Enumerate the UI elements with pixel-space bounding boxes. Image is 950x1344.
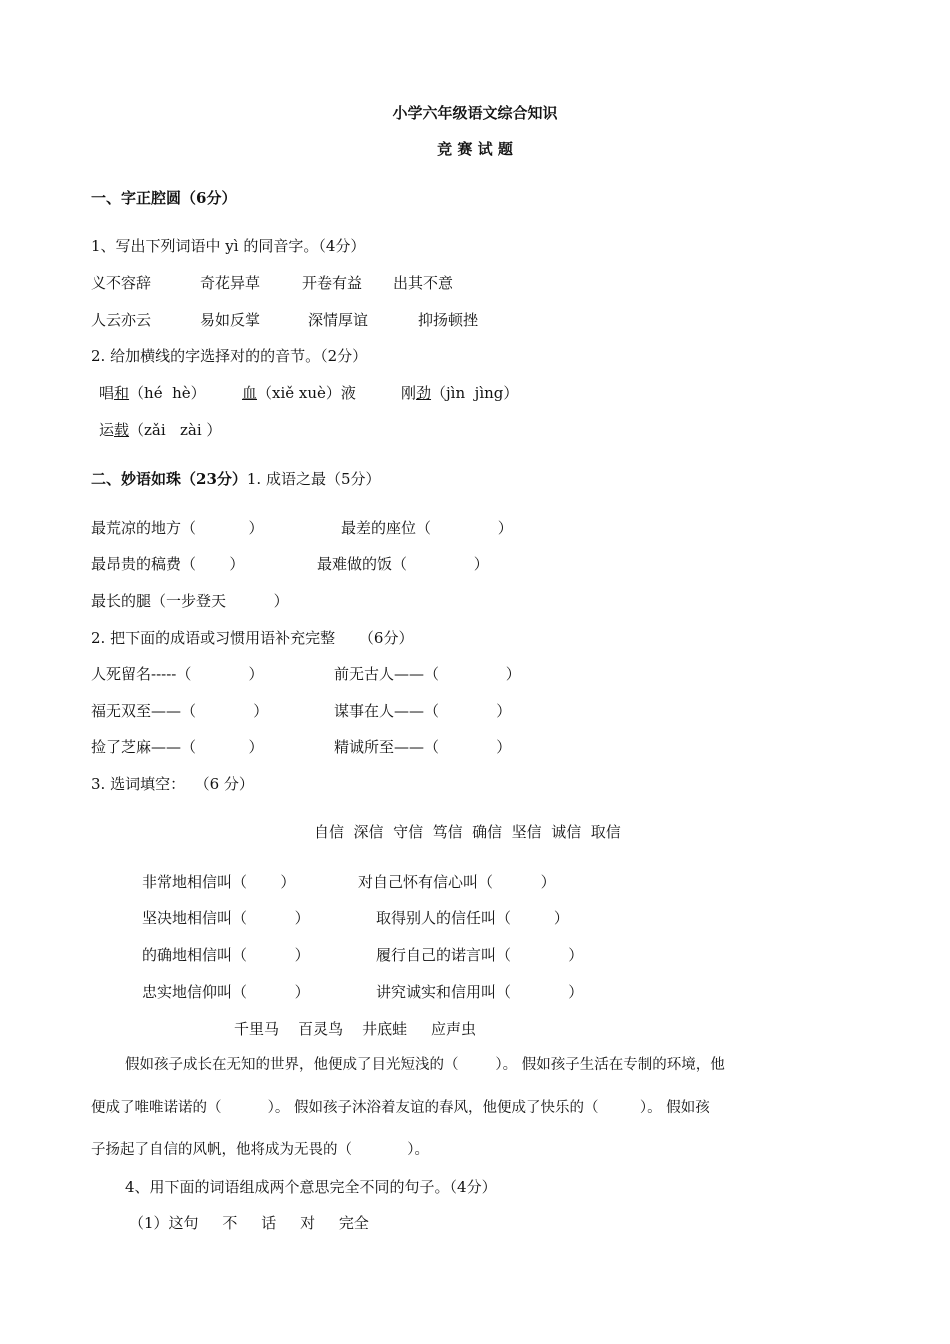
s2-q1-item: 最昂贵的稿费（ ） bbox=[91, 555, 245, 573]
s1-q2-item-2: 血（xiě xuè）液 bbox=[242, 384, 356, 402]
s2-q2-item: 谋事在人——（ ） bbox=[334, 702, 512, 720]
s1-q1-word: 出其不意 bbox=[393, 274, 454, 292]
s2-q3-item: 忠实地信仰叫（ ） bbox=[142, 983, 310, 1001]
s2-q3-item: 讲究诚实和信用叫（ ） bbox=[376, 983, 584, 1001]
s2-q3-item: 的确地相信叫（ ） bbox=[142, 946, 310, 964]
s1-q1-word: 奇花异草 bbox=[200, 274, 261, 292]
s2-q1-item: 最长的腿（一步登天 ） bbox=[91, 592, 289, 610]
section2-heading-line: 二、妙语如珠（23分）1. 成语之最（5分） bbox=[91, 470, 381, 488]
s1-q2-item-4: 运载（zǎi zài ） bbox=[99, 421, 222, 439]
s2-q3-item: 对自己怀有信心叫（ ） bbox=[358, 873, 556, 891]
page-subtitle: 竞 赛 试 题 bbox=[437, 140, 513, 158]
s1-q2-item-1: 唱和（hé hè） bbox=[99, 384, 206, 402]
s2-q2-prompt: 2. 把下面的成语或习惯用语补充完整 （6分） bbox=[91, 629, 414, 647]
s2-q3-item: 非常地相信叫（ ） bbox=[142, 873, 296, 891]
s1-q2-item-3: 刚劲（jìn jìng） bbox=[401, 384, 519, 402]
s2-q3-word-bank: 自信 深信 守信 笃信 确信 坚信 诚信 取信 bbox=[314, 823, 621, 841]
s1-q1-word: 抑扬顿挫 bbox=[418, 311, 479, 329]
s2-q3b-paragraph-line: 子扬起了自信的风帆，他将成为无畏的（ ）。 bbox=[91, 1142, 430, 1158]
s2-q1-item: 最荒凉的地方（ ） bbox=[91, 519, 264, 537]
s2-q4-prompt: 4、用下面的词语组成两个意思完全不同的句子。（4分） bbox=[125, 1178, 497, 1196]
section1-heading: 一、字正腔圆（6分） bbox=[91, 189, 237, 207]
s2-q2-item: 人死留名-----（ ） bbox=[91, 665, 264, 683]
s1-q1-word: 义不容辞 bbox=[91, 274, 152, 292]
s1-q2-prompt: 2. 给加横线的字选择对的的音节。（2分） bbox=[91, 347, 368, 365]
page-title: 小学六年级语文综合知识 bbox=[392, 104, 558, 122]
s2-q1-item: 最差的座位（ ） bbox=[341, 519, 513, 537]
s2-q2-item: 福无双至——（ ） bbox=[91, 702, 269, 720]
s1-q1-word: 深情厚谊 bbox=[308, 311, 369, 329]
s2-q2-item: 精诚所至——（ ） bbox=[334, 738, 512, 756]
s2-q3b-word-bank: 千里马 百灵鸟 井底蛙 应声虫 bbox=[234, 1020, 476, 1038]
s1-q1-prompt: 1、写出下列词语中 yì 的同音字。（4分） bbox=[91, 237, 366, 255]
s1-q1-word: 人云亦云 bbox=[91, 311, 152, 329]
s2-q2-item: 捡了芝麻——（ ） bbox=[91, 738, 264, 756]
s2-q2-item: 前无古人——（ ） bbox=[334, 665, 521, 683]
s2-q3b-paragraph-line: 假如孩子成长在无知的世界，他便成了目光短浅的（ ）。 假如孩子生活在专制的环境，他 bbox=[125, 1057, 725, 1073]
s2-q3-item: 履行自己的诺言叫（ ） bbox=[376, 946, 584, 964]
s2-q3-item: 坚决地相信叫（ ） bbox=[142, 909, 310, 927]
s2-q4-item-1: （1）这句 不 话 对 完全 bbox=[129, 1214, 369, 1232]
s2-q3b-paragraph-line: 便成了唯唯诺诺的（ ）。 假如孩子沐浴着友谊的春风，他便成了快乐的（ ）。 假如孩 bbox=[91, 1100, 710, 1116]
s2-q1-item: 最难做的饭（ ） bbox=[317, 555, 489, 573]
s2-q3-prompt: 3. 选词填空： （6 分） bbox=[91, 775, 254, 793]
s1-q1-word: 易如反掌 bbox=[200, 311, 261, 329]
s1-q1-word: 开卷有益 bbox=[302, 274, 363, 292]
s2-q3-item: 取得别人的信任叫（ ） bbox=[376, 909, 569, 927]
